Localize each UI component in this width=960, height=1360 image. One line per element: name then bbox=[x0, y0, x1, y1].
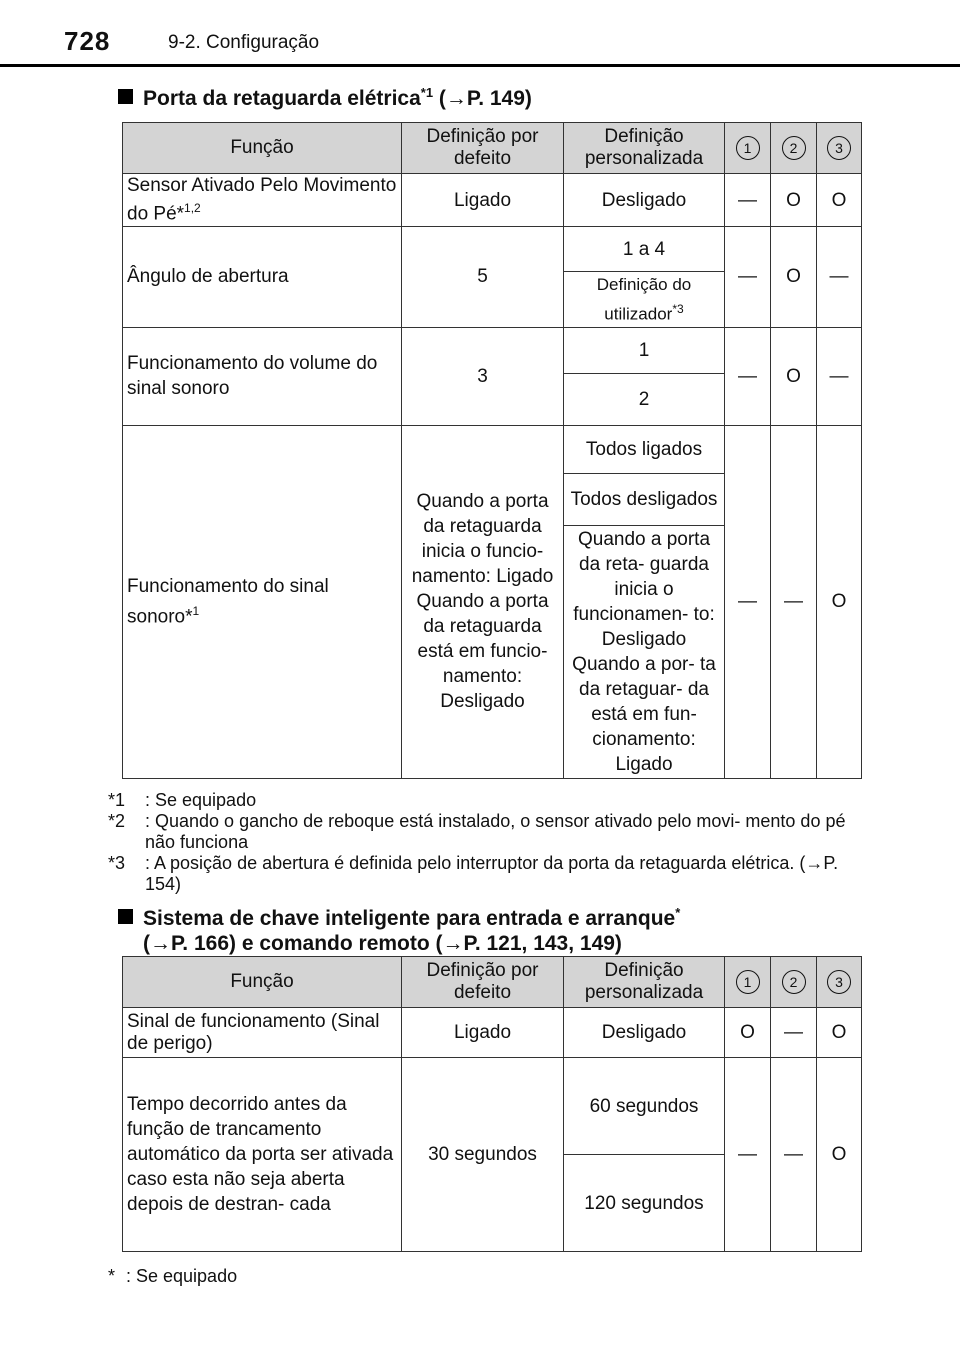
cell-defeito: 5 bbox=[402, 227, 564, 328]
cell-personalizada-text: Definição do utilizador bbox=[596, 275, 692, 324]
col-definicao-defeito: Definição por defeito bbox=[402, 123, 564, 174]
table-header-row bbox=[123, 123, 862, 174]
cell-funcao-text: Sensor Ativado Pelo Movimento do Pé* bbox=[127, 174, 397, 225]
cell-c2: O bbox=[771, 227, 817, 328]
table-row bbox=[123, 174, 862, 227]
cell-funcao-text: Funcionamento do sinal sonoro* bbox=[127, 575, 329, 628]
col-3 bbox=[817, 957, 862, 1008]
cell-personalizada: 120 segundos bbox=[564, 1155, 725, 1252]
footnote bbox=[108, 1266, 868, 1287]
cell-c2: — bbox=[771, 425, 817, 778]
section1-title-ref: (→P. 149) bbox=[433, 87, 532, 110]
footnote-text: : Quando o gancho de reboque está instalado, o sensor ativado pelo movi- mento do pé não funciona bbox=[145, 811, 846, 852]
section1-title bbox=[118, 80, 532, 111]
cell-c1: — bbox=[725, 174, 771, 227]
cell-personalizada: 1 bbox=[564, 327, 725, 373]
col-3 bbox=[817, 123, 862, 174]
cell-funcao: Tempo decorrido antes da função de trancamento automático da porta ser ativada caso esta não seja aberta depois de destran- cada bbox=[123, 1058, 402, 1252]
circled-3-icon: 3 bbox=[827, 136, 851, 160]
cell-c3: O bbox=[817, 1058, 862, 1252]
cell-personalizada: Quando a porta da reta- guarda inicia o funcionamen- to: Desligado Quando a por- ta da retaguar- da está em fun- cionamento: Ligado bbox=[564, 525, 725, 778]
chapter-title: 9-2. Configuração bbox=[168, 32, 320, 53]
cell-personalizada: Todos ligados bbox=[564, 425, 725, 473]
cell-funcao: Funcionamento do volume do sinal sonoro bbox=[123, 327, 402, 425]
cell-defeito: 3 bbox=[402, 327, 564, 425]
section2-title-text: Sistema de chave inteligente para entrada e arranque bbox=[143, 907, 676, 930]
cell-c1: — bbox=[725, 327, 771, 425]
col-1 bbox=[725, 123, 771, 174]
footnote bbox=[108, 790, 868, 811]
cell-c3: — bbox=[817, 327, 862, 425]
col-definicao-defeito: Definição por defeito bbox=[402, 957, 564, 1008]
cell-c2: — bbox=[771, 1058, 817, 1252]
footnote-mark: *1 bbox=[108, 790, 126, 810]
cell-c3: O bbox=[817, 1008, 862, 1058]
section2-title-line2: (→P. 166) e comando remoto (→P. 121, 143, 149) bbox=[143, 932, 622, 955]
footnote-ref: 1,2 bbox=[184, 200, 201, 215]
footnote bbox=[108, 811, 868, 853]
footnotes-1 bbox=[108, 790, 868, 895]
cell-defeito: Ligado bbox=[402, 1008, 564, 1058]
section1-title-footnote: *1 bbox=[420, 85, 434, 100]
cell-funcao bbox=[123, 425, 402, 778]
cell-personalizada: Desligado bbox=[564, 174, 725, 227]
section2-title-footnote: * bbox=[675, 905, 681, 920]
table-row bbox=[123, 1058, 862, 1155]
cell-personalizada: 1 a 4 bbox=[564, 227, 725, 272]
cell-personalizada: 60 segundos bbox=[564, 1058, 725, 1155]
circled-1-icon: 1 bbox=[736, 970, 760, 994]
col-funcao: Função bbox=[123, 123, 402, 174]
table-row bbox=[123, 1008, 862, 1058]
cell-c2: — bbox=[771, 1008, 817, 1058]
cell-c3: O bbox=[817, 174, 862, 227]
cell-c1: — bbox=[725, 227, 771, 328]
cell-personalizada bbox=[564, 272, 725, 328]
col-definicao-personalizada: Definição personalizada bbox=[564, 123, 725, 174]
circled-1-icon: 1 bbox=[736, 136, 760, 160]
settings-table-2 bbox=[122, 956, 862, 1252]
circled-2-icon: 2 bbox=[782, 970, 806, 994]
table-row bbox=[123, 227, 862, 272]
circled-3-icon: 3 bbox=[827, 970, 851, 994]
cell-defeito: Ligado bbox=[402, 174, 564, 227]
cell-c2: O bbox=[771, 327, 817, 425]
cell-c1: — bbox=[725, 1058, 771, 1252]
cell-c3: — bbox=[817, 227, 862, 328]
col-2 bbox=[771, 957, 817, 1008]
footnote-mark: *2 bbox=[108, 811, 126, 831]
cell-c1: — bbox=[725, 425, 771, 778]
footnote bbox=[108, 853, 868, 895]
footnotes-2 bbox=[108, 1266, 868, 1287]
col-funcao: Função bbox=[123, 957, 402, 1008]
cell-c2: O bbox=[771, 174, 817, 227]
cell-c3: O bbox=[817, 425, 862, 778]
cell-funcao: Sinal de funcionamento (Sinal de perigo) bbox=[123, 1008, 402, 1058]
header-rule bbox=[0, 64, 960, 67]
bullet-square-icon bbox=[118, 909, 133, 924]
settings-table-1 bbox=[122, 122, 862, 779]
table-row bbox=[123, 327, 862, 373]
footnote-text: : A posição de abertura é definida pelo interruptor da porta da retaguarda elétrica. (→P. 154) bbox=[145, 853, 839, 894]
cell-personalizada: 2 bbox=[564, 373, 725, 425]
section2-title bbox=[118, 900, 680, 956]
bullet-square-icon bbox=[118, 89, 133, 104]
col-definicao-personalizada: Definição personalizada bbox=[564, 957, 725, 1008]
cell-personalizada: Desligado bbox=[564, 1008, 725, 1058]
footnote-mark: * bbox=[108, 1266, 116, 1286]
table-header-row bbox=[123, 957, 862, 1008]
footnote-ref: *3 bbox=[672, 302, 684, 316]
circled-2-icon: 2 bbox=[782, 136, 806, 160]
footnote-ref: 1 bbox=[192, 603, 200, 618]
cell-funcao bbox=[123, 174, 402, 227]
cell-c1: O bbox=[725, 1008, 771, 1058]
cell-funcao: Ângulo de abertura bbox=[123, 227, 402, 328]
col-2 bbox=[771, 123, 817, 174]
footnote-text: : Se equipado bbox=[145, 790, 257, 810]
col-1 bbox=[725, 957, 771, 1008]
section1-title-text: Porta da retaguarda elétrica bbox=[143, 87, 421, 110]
cell-personalizada: Todos desligados bbox=[564, 473, 725, 525]
table-row bbox=[123, 425, 862, 473]
page-number: 728 bbox=[64, 26, 111, 56]
cell-defeito: 30 segundos bbox=[402, 1058, 564, 1252]
footnote-text: : Se equipado bbox=[126, 1266, 238, 1286]
cell-defeito: Quando a porta da retaguarda inicia o funcio- namento: Ligado Quando a porta da retaguarda está em funcio- namento: Desligado bbox=[402, 425, 564, 778]
footnote-mark: *3 bbox=[108, 853, 126, 873]
